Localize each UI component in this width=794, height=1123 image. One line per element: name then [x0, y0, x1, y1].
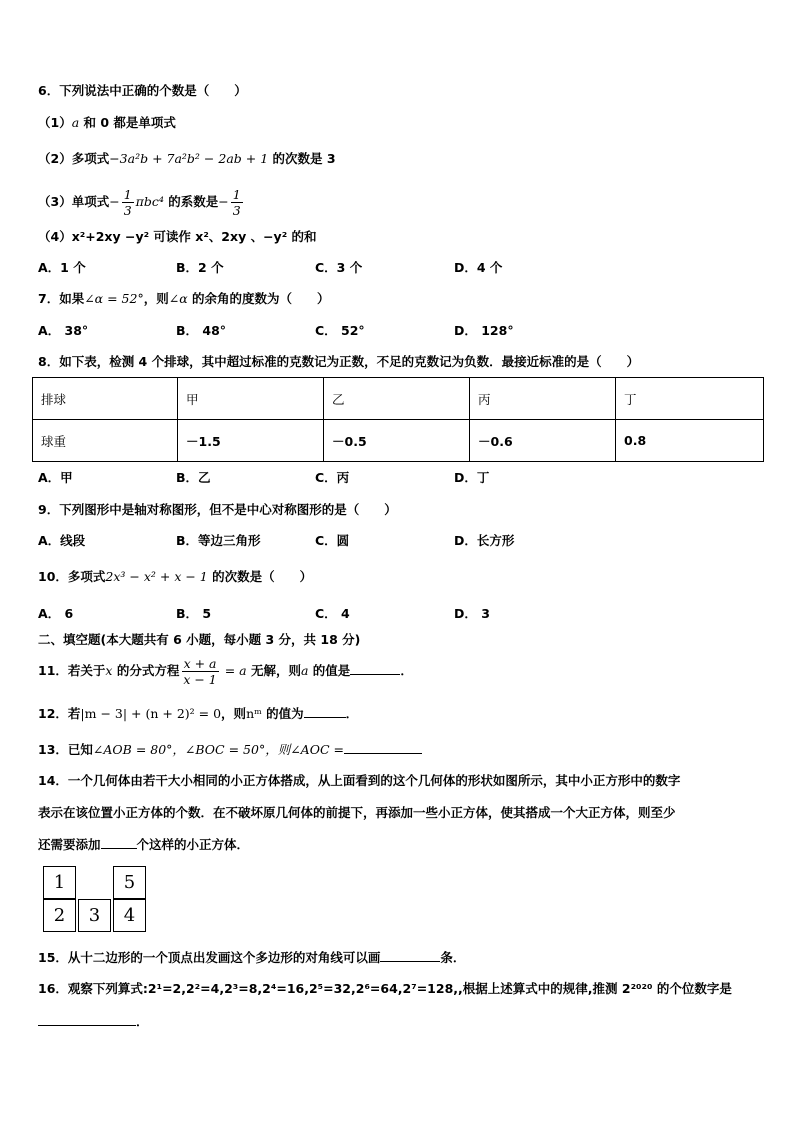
table-cell: －1.5	[178, 420, 324, 462]
table-cell: －0.6	[470, 420, 616, 462]
answer-blank[interactable]	[380, 949, 440, 962]
answer-blank[interactable]	[101, 836, 137, 849]
q14-line-1: 14．一个几何体由若干大小相同的小正方体搭成，从上面看到的这个几何体的形状如图所示，其中小正方形中的数字	[38, 773, 681, 788]
q9-option-d[interactable]: D．长方形	[454, 533, 515, 548]
answer-blank[interactable]	[350, 662, 400, 675]
q8-option-a[interactable]: A．甲	[38, 470, 73, 485]
table-header-cell: 丙	[470, 378, 616, 420]
q6-statement-4: （4）x²+2xy −y² 可读作 x²、2xy 、−y² 的和	[38, 229, 317, 244]
q9-option-a[interactable]: A．线段	[38, 533, 86, 548]
q14-line-3: 还需要添加 个这样的小正方体．	[38, 837, 250, 852]
q6-statement-2: （2）多项式−3a²b + 7a²b² − 2ab + 1 的次数是 3	[38, 151, 336, 166]
q6-option-a[interactable]: A．1 个	[38, 260, 86, 275]
q7-option-a[interactable]: A． 38°	[38, 323, 89, 338]
q10-option-a[interactable]: A． 6	[38, 606, 74, 621]
table-header-cell: 丁	[616, 378, 764, 420]
fraction-answer: $\frac{1}{3}$	[232, 187, 241, 218]
table-header-cell: 乙	[324, 378, 470, 420]
cube-count-cell: 3	[78, 899, 111, 932]
fraction-one-third: $\frac{1}{3}$	[123, 187, 132, 218]
table-header-cell: 甲	[178, 378, 324, 420]
q6-stem: 6．下列说法中正确的个数是（ ）	[38, 83, 247, 98]
q10-stem: 10．多项式2x³ − x² + x − 1 的次数是（ ）	[38, 569, 313, 584]
q9-stem: 9．下列图形中是轴对称图形，但不是中心对称图形的是（ ）	[38, 502, 397, 517]
q9-option-b[interactable]: B．等边三角形	[176, 533, 261, 548]
q16-answer-line: ．	[38, 1013, 149, 1030]
cube-count-cell: 2	[43, 899, 76, 932]
q7-stem: 7．如果∠α = 52°，则∠α 的余角的度数为（ ）	[38, 291, 330, 306]
cube-count-cell: 4	[113, 899, 146, 932]
section-title-fill-in: 二、填空题(本大题共有 6 小题，每小题 3 分，共 18 分)	[38, 632, 361, 647]
q8-option-b[interactable]: B．乙	[176, 470, 211, 485]
table-cell: 球重	[33, 420, 178, 462]
q6-option-b[interactable]: B．2 个	[176, 260, 224, 275]
table-cell: 0.8	[616, 420, 764, 462]
q7-option-c[interactable]: C． 52°	[315, 323, 365, 338]
q10-option-d[interactable]: D． 3	[454, 606, 490, 621]
table-header-cell: 排球	[33, 378, 178, 420]
q6-statement-3: （3）单项式− $\frac{1}{3}$ πbc⁴ 的系数是− $\frac{1}{3}$	[38, 187, 241, 218]
q14-line-2: 表示在该位置小正方体的个数．在不破坏原几何体的前提下，再添加一些小正方体，使其搭成一个大正方体，则至少	[38, 805, 676, 820]
fraction-equation: $\frac{x + a}{x - 1}$	[183, 656, 217, 687]
answer-blank[interactable]	[344, 741, 422, 754]
q9-option-c[interactable]: C．圆	[315, 533, 350, 548]
q7-option-d[interactable]: D． 128°	[454, 323, 514, 338]
q8-option-d[interactable]: D．丁	[454, 470, 490, 485]
cube-count-cell: 5	[113, 866, 146, 899]
q6-option-d[interactable]: D．4 个	[454, 260, 503, 275]
table-row	[33, 378, 764, 420]
q10-option-c[interactable]: C． 4	[315, 606, 350, 621]
q6-statement-1: （1）a 和 0 都是单项式	[38, 115, 176, 130]
answer-blank[interactable]	[38, 1013, 136, 1026]
q6-option-c[interactable]: C．3 个	[315, 260, 363, 275]
answer-blank[interactable]	[304, 705, 346, 718]
q7-option-b[interactable]: B． 48°	[176, 323, 227, 338]
q8-stem: 8．如下表，检测 4 个排球，其中超过标准的克数记为正数，不足的克数记为负数．最接近标准的是（ ）	[38, 354, 640, 369]
table-row	[33, 420, 764, 462]
q16-stem: 16．观察下列算式:2¹=2,2²=4,2³=8,2⁴=16,2⁵=32,2⁶=64,2⁷=128,,根据上述算式中的规律,推测 2²⁰²⁰ 的个位数字是	[38, 981, 732, 996]
q10-option-b[interactable]: B． 5	[176, 606, 212, 621]
q11-stem: 11．若关于x 的分式方程 $\frac{x + a}{x - 1}$ = a 无解，则a 的值是 ．	[38, 656, 413, 687]
q15-stem: 15．从十二边形的一个顶点出发画这个多边形的对角线可以画 条．	[38, 950, 466, 965]
volleyball-weight-table	[32, 377, 764, 462]
cube-count-cell: 1	[43, 866, 76, 899]
q8-option-c[interactable]: C．丙	[315, 470, 350, 485]
table-cell: －0.5	[324, 420, 470, 462]
q12-stem: 12．若|m − 3| + (n + 2)² = 0，则nᵐ 的值为 ．	[38, 706, 359, 721]
q13-stem: 13．已知∠AOB = 80°，∠BOC = 50°，则∠AOC =	[38, 741, 422, 758]
